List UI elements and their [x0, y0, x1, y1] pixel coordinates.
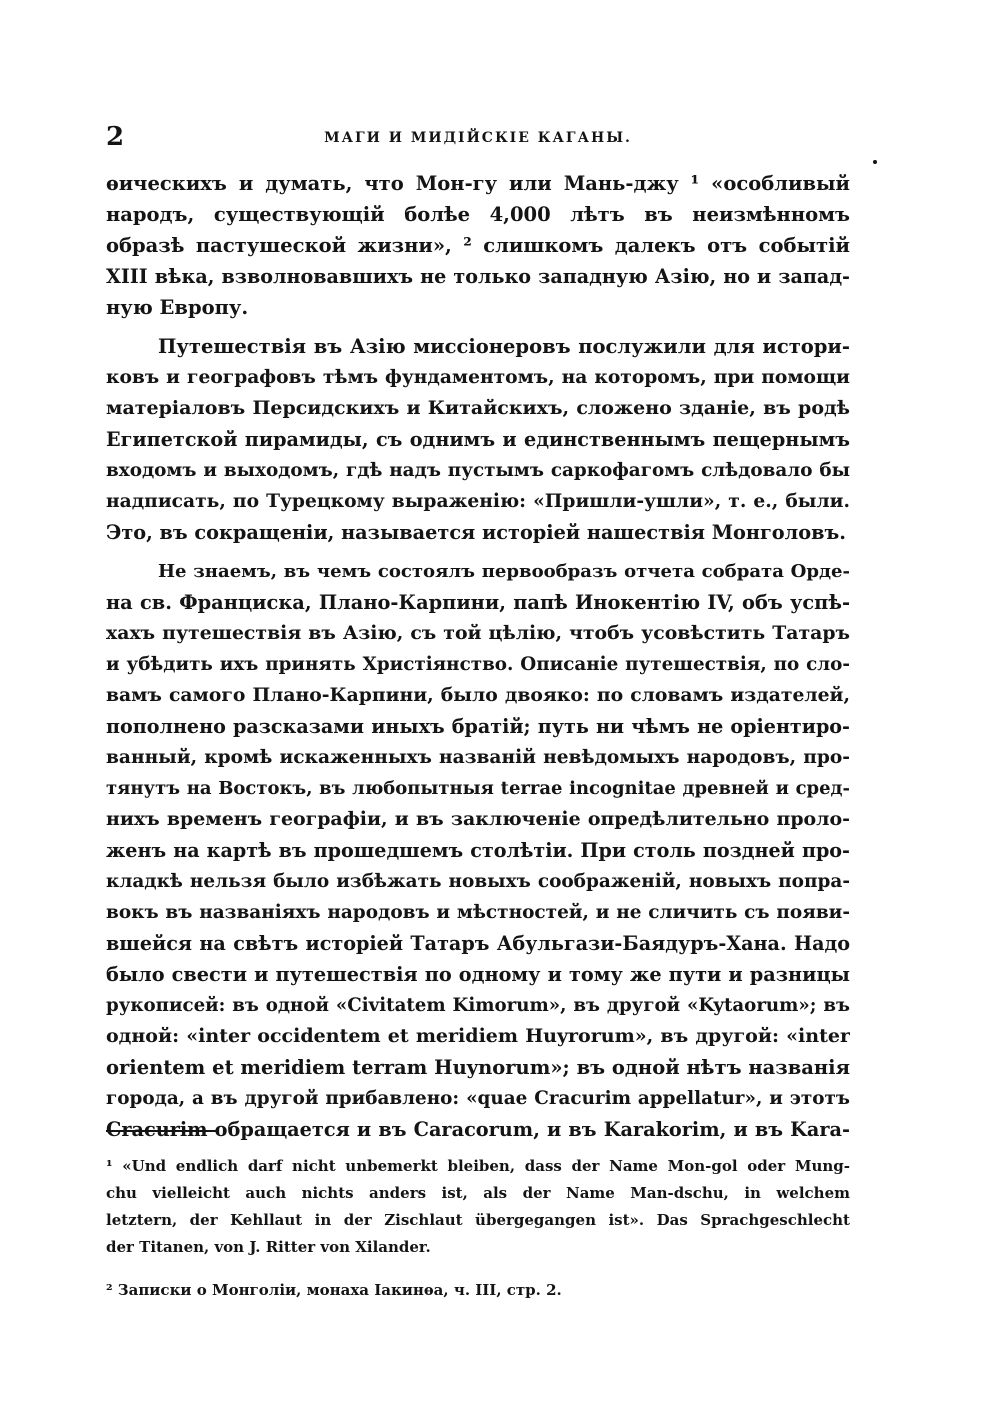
text-line: Cracurim обращается и въ Caracorum, и въ Karakorim, и въ Kara- [106, 1118, 850, 1141]
footnote-rule [106, 1130, 216, 1132]
text-line: тянутъ на Востокъ, въ любопытныя terrae incognitae древней и сред- [106, 778, 850, 799]
margin-mark [873, 160, 877, 164]
text-line: рукописей: въ одной «Civitatem Kimorum», въ другой «Kytaorum»; въ [106, 995, 850, 1016]
text-line: пополнено разсказами иныхъ братій; путь ни чѣмъ не оріентиро- [106, 715, 850, 738]
text-line: одной: «inter occidentem et meridiem Huyrorum», въ другой: «inter [106, 1025, 850, 1047]
text-line: ковъ и географовъ тѣмъ фундаментомъ, на которомъ, при помощи [106, 366, 850, 388]
running-title: МАГИ И МИДІЙСКІЕ КАГАНЫ. [324, 130, 632, 146]
footnote-1-line: ¹ «Und endlich darf nicht unbemerkt bleiben, dass der Name Mon-gol oder Mung- [106, 1157, 850, 1175]
body-text [106, 168, 850, 1145]
text-line: ванный, кромѣ искаженныхъ названій невѣдомыхъ народовъ, про- [106, 747, 850, 768]
footnote-1-line: letztern, der Kehllaut in der Zischlaut übergegangen ist». Das Sprachgeschlecht [106, 1211, 850, 1229]
text-line: вамъ самого Плано-Карпини, было двояко: по словамъ издателей, [106, 684, 850, 706]
page-header [106, 122, 850, 152]
text-line: вшейся на свѣтъ исторіей Татаръ Абульгази-Баядуръ-Хана. Надо [106, 932, 850, 955]
page-number: 2 [106, 122, 125, 152]
text-line: было свести и путешествія по одному и тому же пути и разницы [106, 963, 850, 986]
text-line: кладкѣ нельзя было избѣжать новыхъ соображеній, новыхъ попра- [106, 871, 850, 892]
text-line: и убѣдить ихъ принять Христіянство. Описаніе путешествія, по сло- [106, 654, 850, 675]
text-line: хахъ путешествія въ Азію, съ той цѣлію, чтобъ усовѣстить Татаръ [106, 622, 850, 644]
text-line: вокъ въ названіяхъ народовъ и мѣстностей, и не сличить съ появи- [106, 902, 850, 923]
text-line: на св. Франциска, Плано-Карпини, папѣ Инокентію IV, объ успѣ- [106, 591, 850, 614]
text-line: нихъ временъ географіи, и въ заключеніе опредѣлительно проло- [106, 808, 850, 830]
text-line: ную Европу. [106, 296, 249, 319]
text-line: образѣ пастушеской жизни», ² слишкомъ далекъ отъ событій [106, 234, 850, 257]
footnote-1-line: chu vielleicht auch nichts anders ist, als der Name Man-dschu, in welchem [106, 1184, 850, 1202]
footnotes [106, 1153, 850, 1304]
text-line: города, а въ другой прибавлено: «quae Cracurim appellatur», и этотъ [106, 1088, 850, 1109]
text-line: orientem et meridiem terram Huynorum»; въ одной нѣтъ названія [106, 1056, 850, 1079]
text-line: Это, въ сокращеніи, называется исторіей нашествія Монголовъ. [106, 521, 846, 544]
text-line: XIII вѣка, взволновавшихъ не только западную Азію, но и запад- [106, 265, 850, 288]
text-line: ѳическихъ и думать, что Мон-гу или Мань-джу ¹ «особливый [106, 172, 850, 195]
text-line: матеріаловъ Персидскихъ и Китайскихъ, сложено зданіе, въ родѣ [106, 397, 850, 419]
text-line: женъ на картѣ въ прошедшемъ столѣтіи. При столь поздней про- [106, 839, 850, 862]
text-line: Не знаемъ, въ чемъ состоялъ первообразъ отчета собрата Орде- [158, 561, 850, 582]
text-line: надписать, по Турецкому выраженію: «Пришли-ушли», т. е., были. [106, 490, 850, 512]
text-line: Путешествія въ Азію миссіонеровъ послужили для истори- [158, 335, 850, 358]
text-line: входомъ и выходомъ, гдѣ надъ пустымъ саркофагомъ слѣдовало бы [106, 460, 850, 481]
text-line: народъ, существующій болѣе 4,000 лѣтъ въ неизмѣнномъ [106, 203, 850, 226]
footnote-1-line: der Titanen, von J. Ritter von Xilander. [106, 1238, 431, 1256]
footnote-2: ² Записки о Монголіи, монаха Іакинѳа, ч. III, стр. 2. [106, 1281, 562, 1299]
text-line: Египетской пирамиды, съ однимъ и единственнымъ пещернымъ [106, 428, 850, 451]
